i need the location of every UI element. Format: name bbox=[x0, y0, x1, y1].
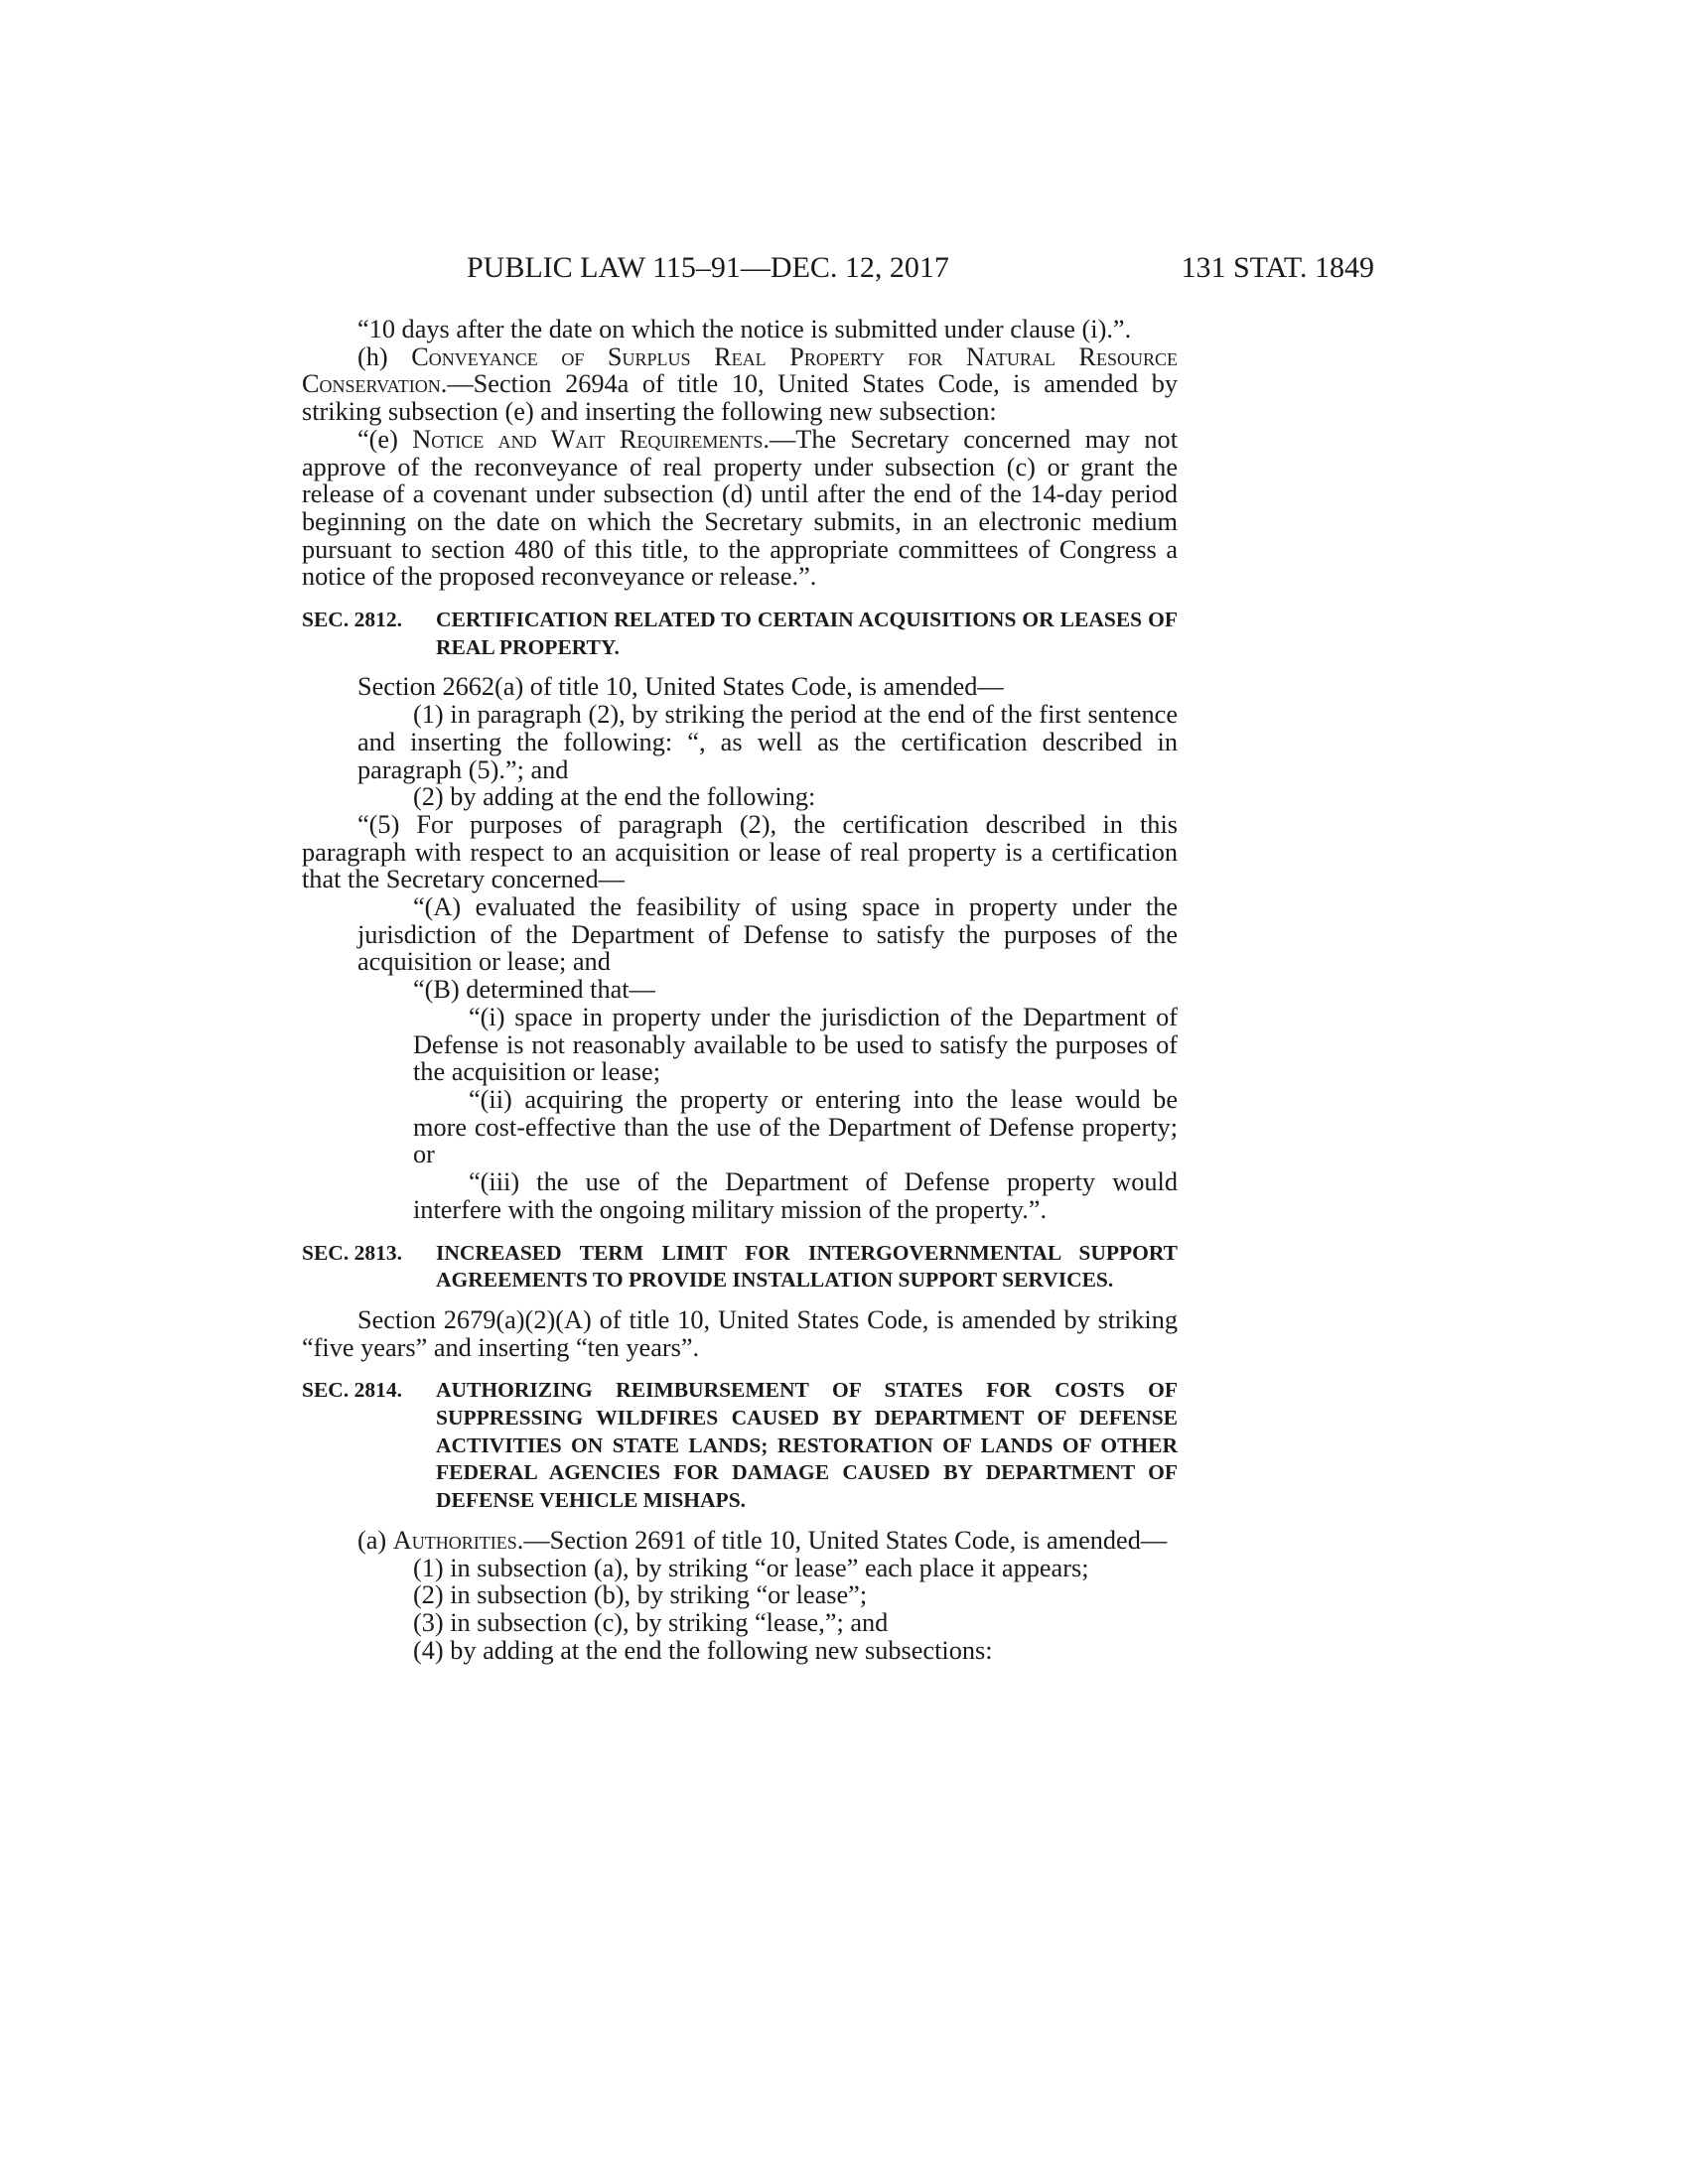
section-2813-text: Section 2679(a)(2)(A) of title 10, United States Code, is amended by striking “five years” and inserting “ten years”. bbox=[302, 1304, 1178, 1362]
section-number: SEC. 2812. bbox=[302, 608, 402, 632]
subsection-a-heading: Authorities. bbox=[392, 1525, 524, 1555]
subparagraph-b: “(B) determined that— bbox=[413, 975, 655, 1005]
section-2813-heading bbox=[302, 1240, 1178, 1295]
subsection-e bbox=[302, 426, 1178, 591]
section-title: CERTIFICATION RELATED TO CERTAIN ACQUISITIONS OR LEASES OF REAL PROPERTY. bbox=[436, 608, 1178, 659]
section-title: AUTHORIZING REIMBURSEMENT OF STATES FOR COSTS OF SUPPRESSING WILDFIRES CAUSED BY DEPARTMENT OF DEFENSE ACTIVITIES ON STATE LANDS; RESTORATION OF LANDS OF OTHER FEDERAL AGENCIES FOR DAMAGE CAUSED BY DEPARTMENT OF DEFENSE VEHICLE MISHAPS. bbox=[436, 1378, 1178, 1513]
subsection-h-text: —Section 2694a of title 10, United States Code, is amended by striking subsection (e) and inserting the following new subsection: bbox=[302, 369, 1178, 427]
subparagraph-a: “(A) evaluated the feasibility of using space in property under the jurisdiction of the Department of Defense to satisfy the purposes of the acquisition or lease; and bbox=[357, 892, 1178, 977]
subsection-h-prefix: (h) bbox=[357, 341, 412, 371]
subsection-h-heading: Conveyance of Surplus Real Property for Natural Resource Conservation. bbox=[302, 341, 1178, 399]
public-law-citation: PUBLIC LAW 115–91—DEC. 12, 2017 bbox=[467, 251, 949, 284]
section-2814-item-3: (3) in subsection (c), by striking “lease,”; and bbox=[413, 1607, 889, 1637]
section-2814-item-4: (4) by adding at the end the following new subsections: bbox=[413, 1635, 993, 1665]
section-2814-item-2: (2) in subsection (b), by striking “or lease”; bbox=[413, 1580, 868, 1610]
section-2814-item-1: (1) in subsection (a), by striking “or lease” each place it appears; bbox=[413, 1553, 1089, 1582]
document-body bbox=[302, 316, 1178, 1664]
quoted-continuation: “10 days after the date on which the notice is submitted under clause (i).”. bbox=[357, 315, 1132, 343]
section-2814-heading bbox=[302, 1377, 1178, 1515]
section-2812-item-2: (2) by adding at the end the following: bbox=[413, 782, 816, 812]
statute-page-number: 131 STAT. 1849 bbox=[1181, 251, 1374, 284]
section-title: INCREASED TERM LIMIT FOR INTERGOVERNMENTAL SUPPORT AGREEMENTS TO PROVIDE INSTALLATION SUPPORT SERVICES. bbox=[436, 1240, 1178, 1293]
section-2812-intro: Section 2662(a) of title 10, United States Code, is amended— bbox=[357, 672, 1004, 702]
subsection-a-prefix: (a) bbox=[357, 1525, 393, 1555]
section-number: SEC. 2813. bbox=[302, 1240, 402, 1265]
clause-iii: “(iii) the use of the Department of Defense property would interfere with the ongoing military mission of the property.”. bbox=[413, 1167, 1178, 1224]
section-2812-heading bbox=[302, 607, 1178, 661]
clause-ii: “(ii) acquiring the property or entering into the lease would be more cost-effective than the use of the Department of Defense property; or bbox=[413, 1084, 1178, 1169]
subsection-h bbox=[302, 343, 1178, 426]
running-header bbox=[467, 251, 1374, 285]
section-number: SEC. 2814. bbox=[302, 1378, 402, 1403]
subsection-a bbox=[302, 1527, 1178, 1555]
subsection-e-text: —The Secretary concerned may not approve of the reconveyance of real property under subsection (c) or grant the release of a covenant under subsection (d) until after the end of the 14-day period beginning on the date on which the Secretary submits, in an electronic medium pursuant to section 480 of this title, to the appropriate committees of Congress a notice of the proposed reconveyance or release.”. bbox=[302, 424, 1178, 592]
section-2812-item-1: (1) in paragraph (2), by striking the period at the end of the first sentence and inserting the following: “, as well as the certification described in paragraph (5).”; and bbox=[357, 700, 1178, 784]
subsection-a-text: —Section 2691 of title 10, United States Code, is amended— bbox=[523, 1525, 1168, 1555]
subsection-e-prefix: “(e) bbox=[357, 424, 413, 454]
paragraph-5: “(5) For purposes of paragraph (2), the certification described in this paragraph with respect to an acquisition or lease of real property is a certification that the Secretary concerned— bbox=[302, 809, 1178, 894]
clause-i: “(i) space in property under the jurisdiction of the Department of Defense is not reasonably available to be used to satisfy the purposes of the acquisition or lease; bbox=[413, 1002, 1178, 1087]
subsection-e-heading: Notice and Wait Requirements. bbox=[412, 424, 770, 454]
